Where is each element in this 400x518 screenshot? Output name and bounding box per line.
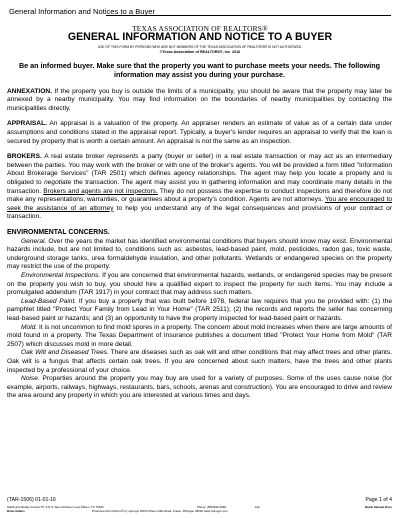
env-oak-text: There are diseases such as oak wilt and other conditions that may affect trees and other plants. Oak wilt is a fungus that affects certain oak trees. If you are concerned about such matters, have the trees and other plants inspected by a professional of your choice. <box>7 349 392 374</box>
env-general-text: Over the years the market has identified environmental conditions that buyers should know may exist. Environmental hazards include, but are not limited to, conditions such as: asbestos, lead-based paint, mold, pesticides, radon gas, toxic waste, underground storage tanks, urea formaldehyde insulation, and other pollutants. Wetlands or endangered species on the property may restrict the use of the property. <box>7 237 392 271</box>
env-lead-label: Lead-Based Paint. <box>21 297 77 305</box>
env-oak-label: Oak Wilt and Diseased Trees. <box>21 349 109 357</box>
appraisal-text: An appraisal is a valuation of the property. An appraiser renders an estimate of value as of a certain date under assumptions and conditions stated in the appraisal report. Typically, a buyer's lender requires an appraisal to verify that the loan is secured by property that is worth a certain amount. An appraisal is not the same as an inspection. <box>7 120 393 145</box>
broker-fax: Fax: <box>255 505 261 509</box>
form-header-label: General Information and Notices to a Buyer <box>9 7 156 16</box>
brokers-section <box>7 153 392 222</box>
env-lead-paint <box>7 298 392 324</box>
env-inspections-label: Environmental Inspections. <box>21 272 101 280</box>
broker-line: StarPointe Realty Central TX, 311 S. Sam Scheiner Loop Killeen, TX 76542 <box>7 505 104 509</box>
form-id: (TAR-1506) 01-01-16 <box>7 497 56 503</box>
copyright: ©Texas Association of REALTORS®, Inc. 2016 <box>159 50 241 54</box>
annexation-text: If the property you buy is outside the limits of a municipality, you should be aware that the property may later be annexed by a nearby municipality. You may find information on the boundaries of nearby municipalities by contacting the municipalities directly. <box>7 87 392 112</box>
brokers-not-inspectors: Brokers and agents are not inspectors. <box>43 187 158 195</box>
appraisal-section <box>7 120 392 146</box>
env-noise-text: Properties around the property you may buy are used for a variety of purposes. Some of the uses cause noise (for example, airports, railways, highways, restaurants, bars, schools, arenas and construction). You are encouraged to drive and review the area around any property in which you are interested at various times and days. <box>7 375 392 400</box>
brokers-text-2: a party (buyer or seller) in a real estate transaction or may act as an intermediary between the parties. You may work with the broker or with one of the broker's agents. You will be provided a form titled "Information About Brokerage Services" (TAR 2501) which defines agency relationships. The agent may help you locate a property and is obligated to <box>7 153 392 186</box>
page-number: Page 1 of 4 <box>365 497 392 503</box>
header-rule <box>106 15 391 16</box>
environmental-heading: ENVIRONMENTAL CONCERNS. <box>7 228 110 236</box>
env-noise-label: Noise. <box>21 375 40 383</box>
env-oak-wilt <box>7 349 392 375</box>
brokers-represents: represents <box>107 153 139 161</box>
env-inspections-text: If you are concerned that environmental hazards, wetlands, or endangered species may be present on the property you wish to buy, you should hire a qualified expert to inspect the property for such items. You may include a promulgated addendum (TAR 1917) in your contract that may address such matters. <box>7 272 392 297</box>
env-general <box>7 238 392 272</box>
appraisal-heading: APPRAISAL. <box>7 120 47 128</box>
brokers-text-4: They do not possess the expertise to conduct inspections and therefore do not make any representations, warranties, or guarantees about a property's condition. Agents are not attorneys. <box>7 187 392 204</box>
brokers-attorney-advice: You are encouraged to seek the assistance of an attorney <box>7 196 393 212</box>
env-inspections <box>7 272 392 298</box>
document-title: GENERAL INFORMATION AND NOTICE TO A BUYER <box>67 31 333 43</box>
env-mold-label: Mold. <box>21 323 38 331</box>
document-body <box>7 61 392 401</box>
annexation-heading: ANNEXATION. <box>7 87 52 95</box>
intro-statement: Be an informed buyer. Make sure that the property you want to purchase meets your needs. The following information may assist you during your purchase. <box>18 61 381 80</box>
env-mold-text: It is not uncommon to find mold spores in a property. The concern about mold increases when there are large amounts of mold found in a property. The Texas Department of Insurance publishes a document titled "Protect Your Home from Mold" (TAR 2507) which discusses mold in more detail. <box>7 323 392 348</box>
annexation-section <box>7 88 392 114</box>
brokers-text-5: to help you understand any of the legal consequences and provisions of your contract or transaction. <box>7 204 392 221</box>
env-noise <box>7 375 392 401</box>
use-notice: USE OF THIS FORM BY PERSONS WHO ARE NOT MEMBERS OF THE TEXAS ASSOCIATION OF REALTORS® IS NOT AUTHORIZED. <box>97 45 303 49</box>
document-name: Blank Sample Docs <box>365 505 392 509</box>
produced-by: Produced with zipForm® by zipLogix 18070 Fifteen Mile Road, Fraser, Michigan 48026 www.zipLogix.com <box>92 509 228 513</box>
agent-name: Brian Adams <box>7 509 25 513</box>
broker-phone: Phone: (555)490-3966 <box>197 505 226 509</box>
brokers-heading: BROKERS. <box>7 153 42 161</box>
organization-name: TEXAS ASSOCIATION OF REALTORS® <box>132 24 268 33</box>
env-general-label: General. <box>21 237 47 245</box>
env-lead-text: If you buy a property that was built before 1978, federal law requires that you be provided with: (1) the pamphlet titled "Protect Your Family from Lead in Your Home" (TAR 2511); (2) the records and reports the seller has concerning lead-based paint or hazards; and (3) an opportunity to have the property inspected for lead-based paint or hazards. <box>7 297 392 323</box>
brokers-negotiate: negotiate <box>44 178 72 186</box>
env-mold <box>7 324 392 350</box>
brokers-text-1: A real estate broker <box>44 153 105 161</box>
brokers-text-3: the transaction. The agent may assist you in gathering information and may coordinate many details in the transaction. <box>7 178 392 195</box>
